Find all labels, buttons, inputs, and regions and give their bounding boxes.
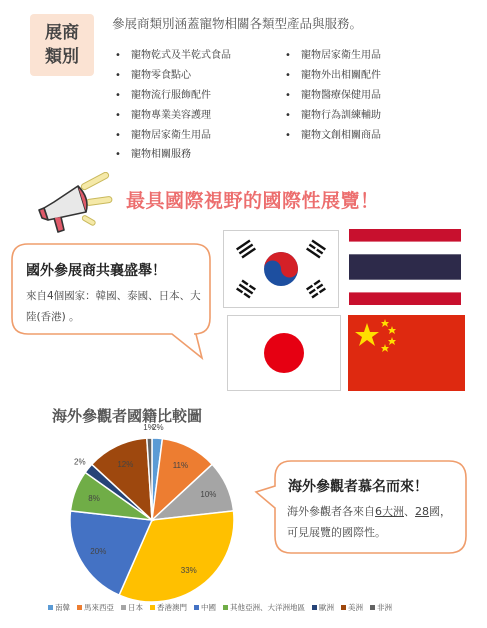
list-item: • 寵物居家衛生用品 [115, 126, 231, 146]
category-intro: 參展商類別涵蓋寵物相關各類型產品與服務。 [112, 16, 363, 31]
chart-title: 海外參觀者國籍比較圖 [52, 407, 203, 425]
category-badge-line2: 類別 [45, 47, 79, 67]
exhibitors-title: 國外參展商共襄盛舉！ [26, 263, 166, 279]
pie-label-1: 11% [172, 460, 189, 470]
visitors-countries: 28 [415, 505, 429, 518]
list-item: • 寵物醫療保健用品 [285, 86, 381, 106]
list-item: • 寵物行為訓練輔助 [285, 106, 381, 126]
pie-label-8: 1% [143, 423, 155, 433]
legend-swatch [48, 605, 53, 610]
headline: 最具國際視野的國際性展覽！ [126, 190, 380, 212]
pie-label-2: 10% [200, 490, 217, 500]
legend-label: 馬來西亞 [84, 603, 114, 612]
legend-label: 非洲 [377, 603, 392, 612]
legend-item [370, 602, 392, 613]
legend-label: 歐洲 [319, 603, 334, 612]
pie-label-4: 20% [90, 547, 107, 556]
legend-item [121, 602, 143, 613]
visitors-title: 海外參觀者慕名而來！ [288, 479, 428, 495]
legend-item [48, 602, 70, 613]
pie-label-6: 2% [74, 457, 86, 467]
legend-item [194, 602, 216, 613]
legend-item [77, 602, 114, 613]
visitors-text [287, 501, 459, 543]
legend-label: 日本 [128, 603, 143, 612]
visitors-text-c: 國，可見展覽的國際性。 [287, 505, 451, 539]
visitors-text-b: 、 [404, 505, 415, 518]
visitors-text-a: 海外參觀者各來自 [287, 505, 375, 518]
legend-label: 美洲 [348, 603, 363, 612]
legend-swatch [341, 605, 346, 610]
legend-label: 其他亞洲、大洋洲地區 [230, 603, 305, 612]
exhibitors-text: 來自4個國家：韓國、泰國、日本、大陸(香港) 。 [26, 290, 201, 323]
list-item: • 寵物居家衛生用品 [285, 46, 381, 66]
legend-swatch [312, 605, 317, 610]
list-item: • 寵物乾式及半乾式食品 [115, 46, 231, 66]
legend-swatch [370, 605, 375, 610]
chart-legend [48, 602, 392, 613]
legend-item [150, 602, 187, 613]
pie-label-0: 2% [152, 423, 164, 433]
category-badge-line1: 展商 [45, 23, 79, 43]
legend-swatch [77, 605, 82, 610]
list-item: • 寵物流行服飾配件 [115, 86, 231, 106]
visitors-continents: 6大洲 [375, 505, 404, 518]
legend-swatch [194, 605, 199, 610]
list-item: • 寵物專業美容護理 [115, 106, 231, 126]
legend-item [341, 602, 363, 613]
legend-label: 南韓 [55, 603, 70, 612]
legend-item [223, 602, 305, 613]
pie-label-3: 33% [180, 565, 197, 575]
legend-label: 香港澳門 [157, 603, 187, 612]
pie-label-5: 8% [88, 493, 100, 503]
list-item: • 寵物零食點心 [115, 66, 231, 86]
pie-label-7: 12% [117, 460, 134, 470]
list-item: • 寵物外出相關配件 [285, 66, 381, 86]
list-item: • 寵物相關服務 [115, 145, 231, 165]
legend-swatch [121, 605, 126, 610]
legend-swatch [223, 605, 228, 610]
legend-item [312, 602, 334, 613]
legend-swatch [150, 605, 155, 610]
list-item: • 寵物文創相關商品 [285, 126, 381, 146]
legend-label: 中國 [201, 603, 216, 612]
